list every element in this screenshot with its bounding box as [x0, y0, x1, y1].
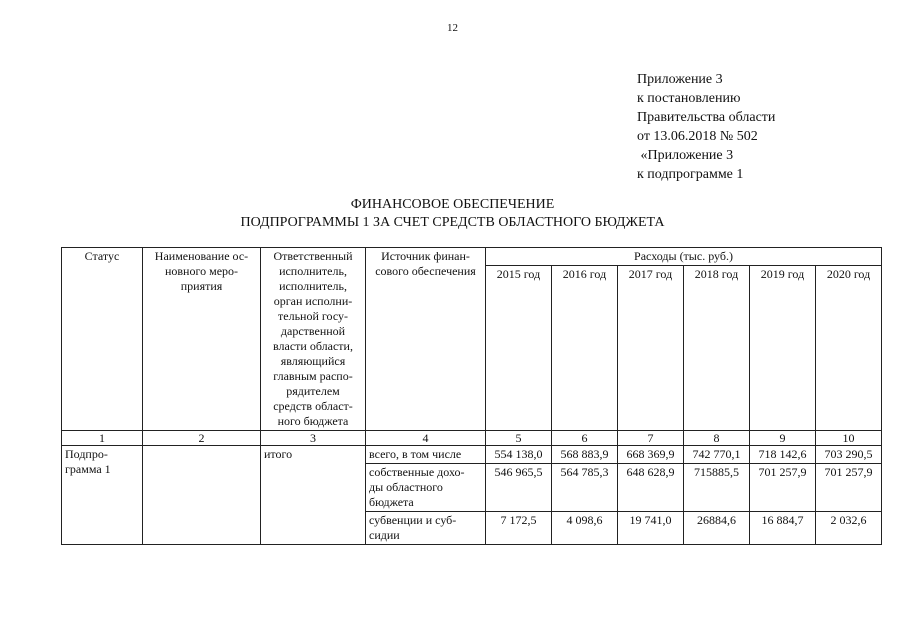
- header-source: Источник финан- сового обеспечения: [366, 248, 486, 431]
- row-source: собственные дохо- ды областного бюджета: [366, 464, 486, 512]
- column-number: 4: [366, 431, 486, 446]
- column-number: 6: [552, 431, 618, 446]
- row-value: 718 142,6: [750, 446, 816, 464]
- column-number: 8: [684, 431, 750, 446]
- header-status: Статус: [62, 248, 143, 431]
- row-value: 668 369,9: [618, 446, 684, 464]
- column-number: 1: [62, 431, 143, 446]
- page-number: 12: [447, 22, 458, 34]
- header-measure: Наименование ос- новного меро- приятия: [143, 248, 261, 431]
- row-value: 564 785,3: [552, 464, 618, 512]
- appendix-line: Приложение 3: [637, 72, 723, 87]
- row-value: 701 257,9: [816, 464, 882, 512]
- row-executor: итого: [261, 446, 366, 545]
- appendix-line: Правительства области: [637, 110, 776, 125]
- row-value: 715885,5: [684, 464, 750, 512]
- row-measure: [143, 446, 261, 545]
- header-year: 2016 год: [552, 266, 618, 431]
- appendix-note: [637, 70, 775, 184]
- header-year: 2020 год: [816, 266, 882, 431]
- financing-table: [61, 247, 882, 545]
- column-number: 2: [143, 431, 261, 446]
- row-value: 554 138,0: [486, 446, 552, 464]
- row-value: 568 883,9: [552, 446, 618, 464]
- row-value: 26884,6: [684, 512, 750, 545]
- header-year: 2017 год: [618, 266, 684, 431]
- appendix-line: к подпрограмме 1: [637, 167, 744, 182]
- title-line-2: ПОДПРОГРАММЫ 1 ЗА СЧЕТ СРЕДСТВ ОБЛАСТНОГО БЮДЖЕТА: [240, 215, 665, 230]
- row-value: 2 032,6: [816, 512, 882, 545]
- row-source: субвенции и суб- сидии: [366, 512, 486, 545]
- appendix-line: от 13.06.2018 № 502: [637, 129, 758, 144]
- header-row: [62, 248, 882, 266]
- column-number: 3: [261, 431, 366, 446]
- appendix-line: к постановлению: [637, 91, 741, 106]
- row-value: 19 741,0: [618, 512, 684, 545]
- column-number: 5: [486, 431, 552, 446]
- row-value: 546 965,5: [486, 464, 552, 512]
- document-title: [0, 196, 905, 232]
- row-value: 742 770,1: [684, 446, 750, 464]
- column-number: 9: [750, 431, 816, 446]
- header-year: 2015 год: [486, 266, 552, 431]
- row-value: 703 290,5: [816, 446, 882, 464]
- title-line-1: ФИНАНСОВОЕ ОБЕСПЕЧЕНИЕ: [350, 197, 555, 212]
- row-value: 7 172,5: [486, 512, 552, 545]
- row-value: 648 628,9: [618, 464, 684, 512]
- table-row: [62, 446, 882, 464]
- header-expenses: Расходы (тыс. руб.): [486, 248, 882, 266]
- header-executor: Ответственный исполнитель, исполнитель, орган исполни- тельной госу- дарственной власти области, являющийся главным распо- рядителем средств област- ного бюджета: [261, 248, 366, 431]
- header-year: 2019 год: [750, 266, 816, 431]
- column-number-row: [62, 431, 882, 446]
- row-value: 4 098,6: [552, 512, 618, 545]
- column-number: 10: [816, 431, 882, 446]
- column-number: 7: [618, 431, 684, 446]
- row-status: Подпро- грамма 1: [62, 446, 143, 545]
- header-year: 2018 год: [684, 266, 750, 431]
- row-value: 701 257,9: [750, 464, 816, 512]
- row-source: всего, в том числе: [366, 446, 486, 464]
- appendix-line: «Приложение 3: [637, 148, 734, 163]
- row-value: 16 884,7: [750, 512, 816, 545]
